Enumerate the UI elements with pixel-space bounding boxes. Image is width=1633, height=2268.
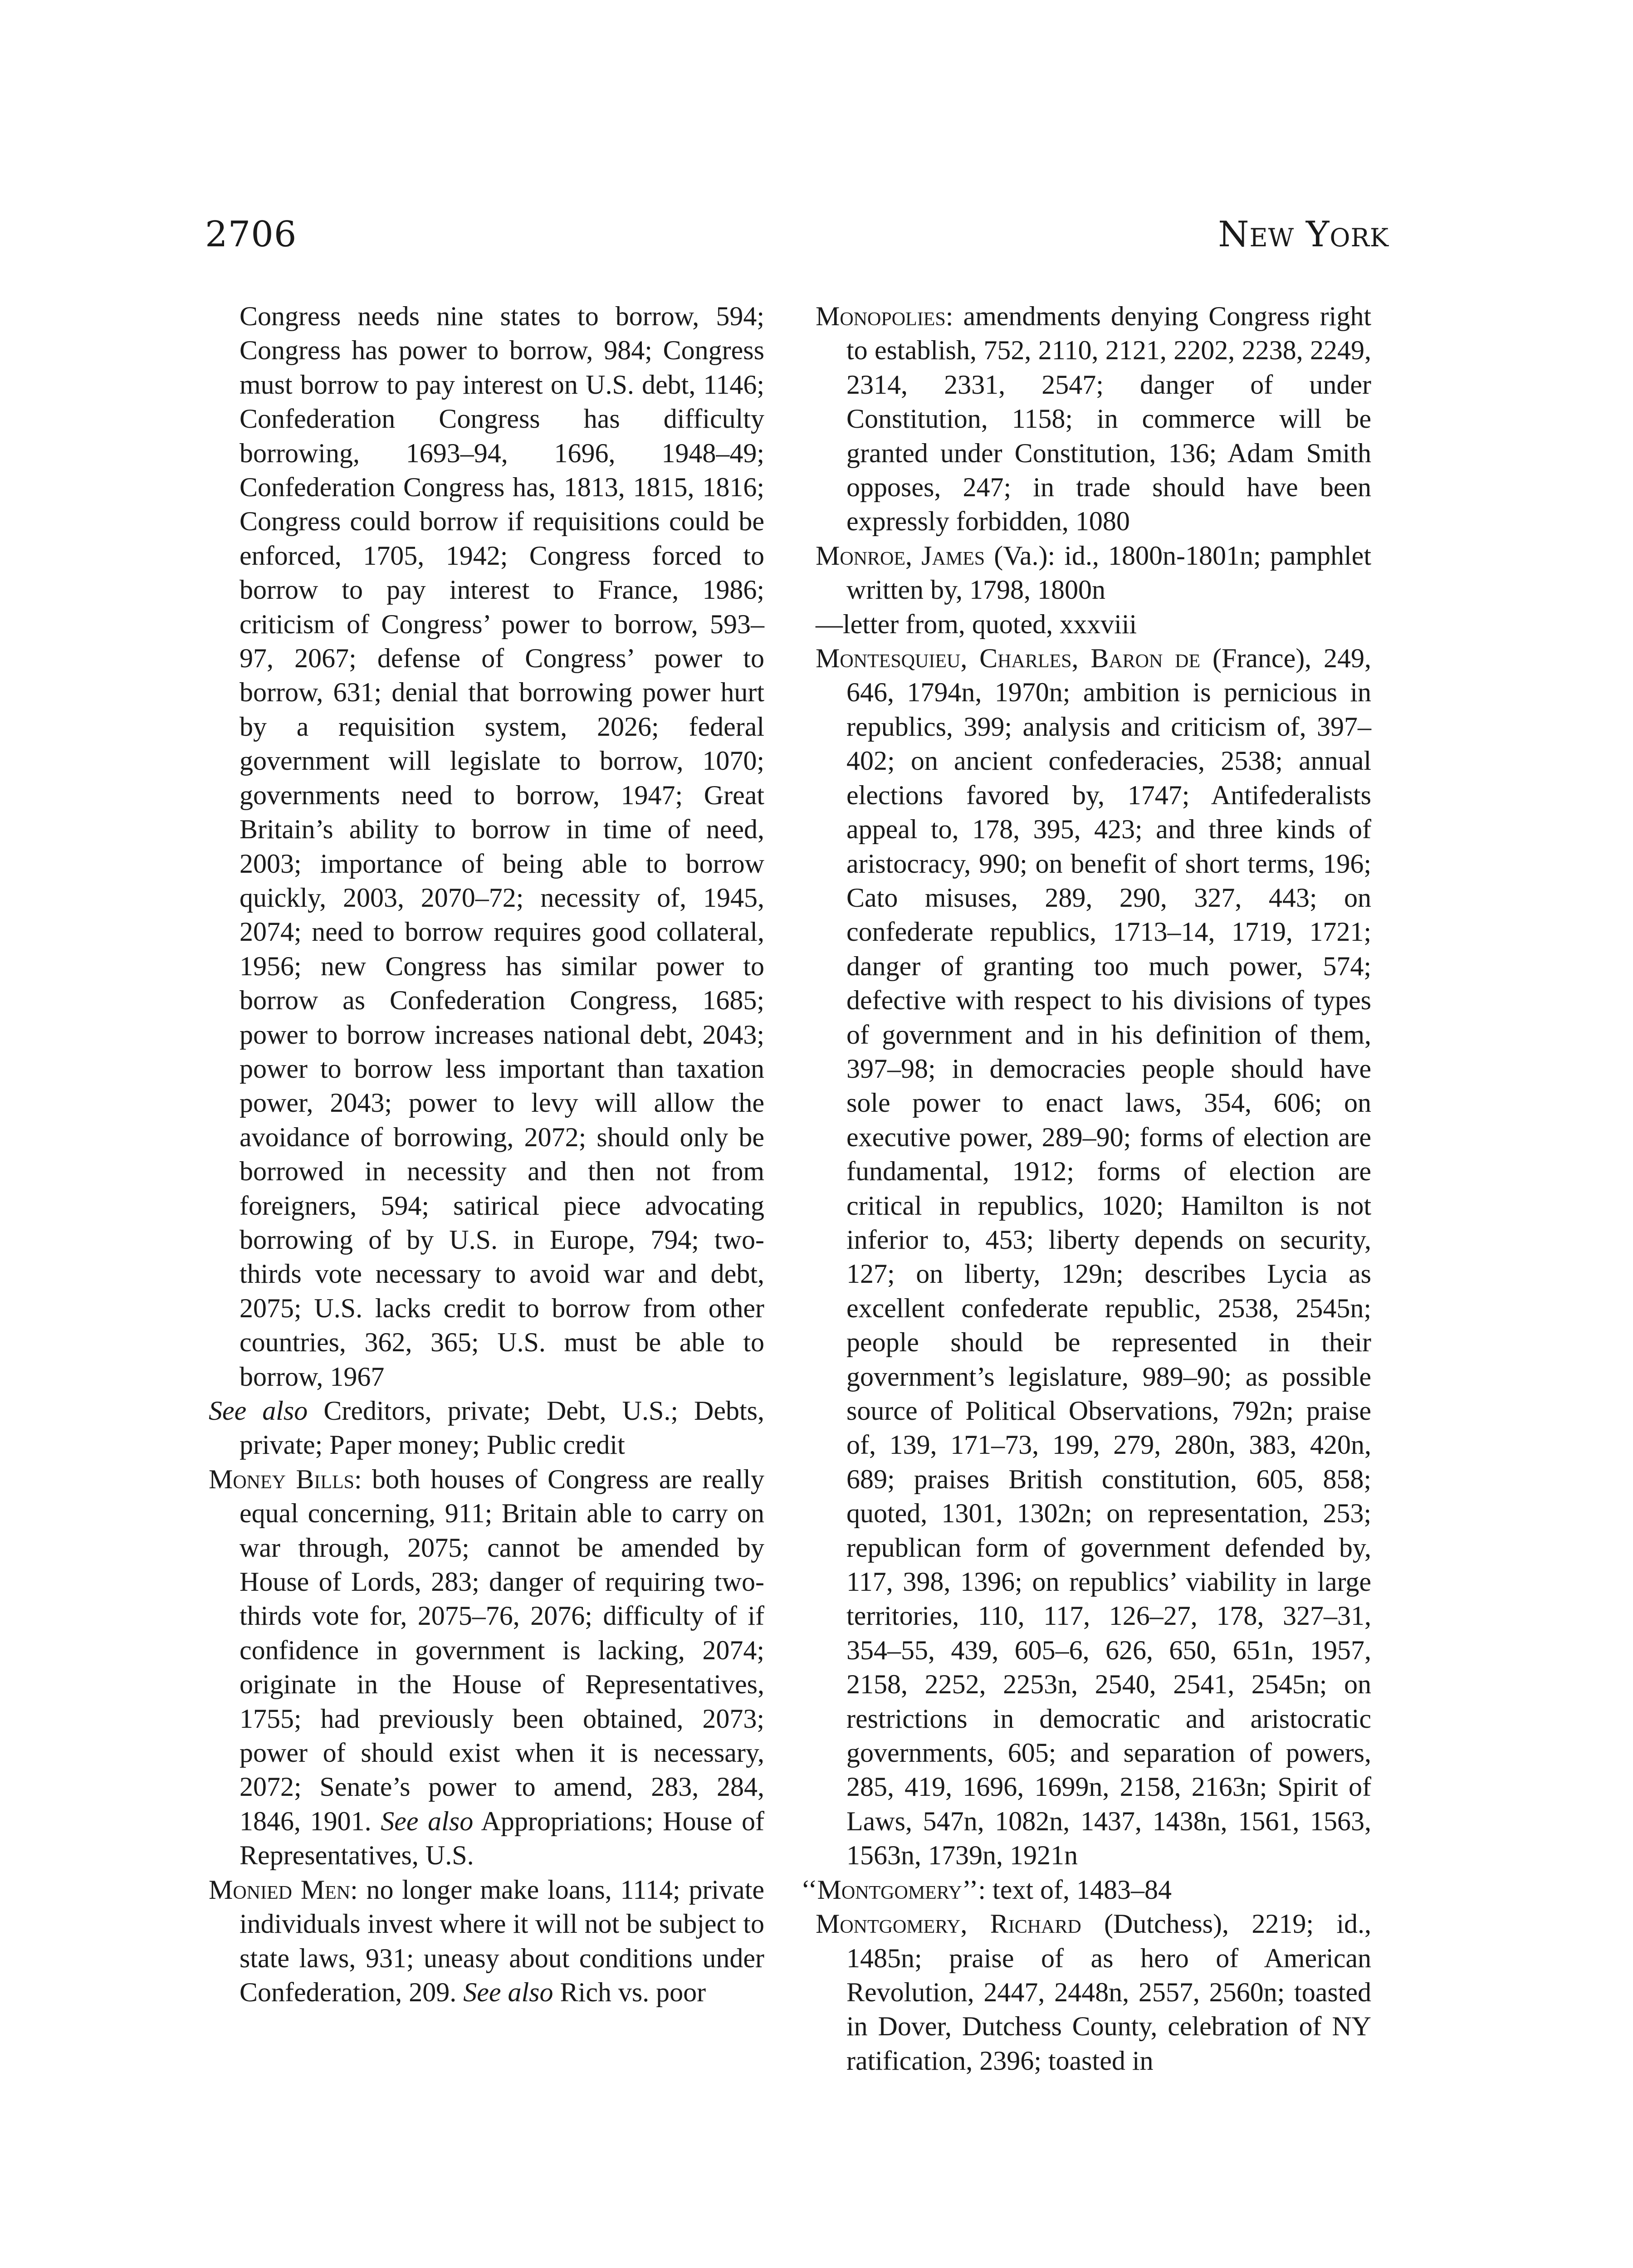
entry-text: : both houses of Congress are really equal concerning, 911; Britain able to carry on war through, 2075; cannot be amended by House of Lords, 283; danger of requiring two-thirds vote for, 2075–76, 2076; difficulty of if confidence in government is lacking, 2074; originate in the House of Representatives, 1755; had previously been obtained, 2073; power of should exist when it is necessary, 2072; Senate’s power to amend, 283, 284, 1846, 1901. xyxy=(240,1464,764,1836)
borrowing-continuation: Congress needs nine states to borrow, 594; Congress has power to borrow, 984; Congress must borrow to pay interest on U.S. debt, 1146; Confederation Congress has difficulty borrowing, 1693–94, 1696, 1948–49; Confederation Congress has, 1813, 1815, 1816; Congress could borrow if requisitions could be enforced, 1705, 1942; Congress forced to borrow to pay interest to France, 1986; criticism of Congress’ power to borrow, 593–97, 2067; defense of Congress’ power to borrow, 631; denial that borrowing power hurt by a requisition system, 2026; federal government will legislate to borrow, 1070; governments need to borrow, 1947; Great Britain’s ability to borrow in time of need, 2003; importance of being able to borrow quickly, 2003, 2070–72; necessity of, 1945, 2074; need to borrow requires good collateral, 1956; new Congress has similar power to borrow as Confederation Congress, 1685; power to borrow increases national debt, 2043; power to borrow less important than taxation power, 2043; power to levy will allow the avoidance of borrowing, 2072; should only be borrowed in necessity and then not from foreigners, 594; satirical piece advocating borrowing of by U.S. in Europe, 794; two-thirds vote necessary to avoid war and debt, 2075; U.S. lacks credit to borrow from other countries, 362, 365; U.S. must be able to borrow, 1967 xyxy=(240,301,764,1392)
entry-heading: Monroe, James xyxy=(816,540,985,571)
see-also-text: Appropriations; House of Representatives, U.S. xyxy=(240,1806,765,1871)
see-also-label: See also xyxy=(463,1977,553,2007)
entry-text: : amendments denying Congress right to establish, 752, 2110, 2121, 2202, 2238, 2249, 2314, 2331, 2547; danger of under Constitution, 1158; in commerce will be granted under Constitution, 136; Adam Smith opposes, 247; in trade should have been expressly forbidden, 1080 xyxy=(846,301,1371,537)
entry-heading: Montesquieu, Charles, Baron de xyxy=(816,643,1201,674)
subentry-monroe-letter: —letter from, quoted, xxxviii xyxy=(816,609,1137,639)
entry-text: (Dutchess), 2219; id., 1485n; praise of as hero of American Revolution, 2447, 2448n, 2557, 2560n; toasted in Dover, Dutchess County, celebration of NY ratification, 2396; toasted in xyxy=(846,1909,1371,2076)
entry-text: : no longer make loans, 1114; private individuals invest where it will not be subject to state laws, 931; uneasy about conditions under Confederation, 209. xyxy=(240,1874,764,2007)
entry-monopolies xyxy=(816,299,1371,539)
entry-montgomery-piece xyxy=(801,1873,1371,1907)
see-also-label: See also xyxy=(209,1396,308,1426)
entry-text: (Va.): id., 1800n-1801n; pamphlet written by, 1798, 1800n xyxy=(846,540,1371,605)
right-column xyxy=(801,299,1371,2078)
see-also-text: Rich vs. poor xyxy=(560,1977,706,2007)
entry-monied-men xyxy=(209,1873,764,2010)
left-column xyxy=(209,299,764,2009)
entry-text: : text of, 1483–84 xyxy=(978,1874,1172,1905)
entry-heading: Montgomery, Richard xyxy=(816,1909,1081,1939)
entry-heading: ‘‘Montgomery’’ xyxy=(801,1874,978,1905)
entry-money-bills xyxy=(209,1462,764,1873)
entry-heading: Monopolies xyxy=(816,301,946,331)
entry-montgomery-richard xyxy=(816,1907,1371,2078)
see-also-label: See also xyxy=(381,1806,474,1836)
entry-heading: Money Bills xyxy=(209,1464,355,1494)
page-number: 2706 xyxy=(205,214,297,255)
entry-monroe xyxy=(816,539,1371,607)
see-also-text: Creditors, private; Debt, U.S.; Debts, private; Paper money; Public credit xyxy=(240,1396,764,1460)
entry-montesquieu xyxy=(816,641,1371,1873)
see-also-borrowing xyxy=(209,1394,764,1462)
entry-heading: Monied Men xyxy=(209,1874,351,1905)
entry-text: (France), 249, 646, 1794n, 1970n; ambition is pernicious in republics, 399; analysis and criticism of, 397–402; on ancient confederacies, 2538; annual elections favored by, 1747; Antifederalists appeal to, 178, 395, 423; and three kinds of aristocracy, 990; on benefit of short terms, 196; Cato misuses, 289, 290, 327, 443; on confederate republics, 1713–14, 1719, 1721; danger of granting too much power, 574; defective with respect to his divisions of types of government and in his definition of them, 397–98; in democracies people should have sole power to enact laws, 354, 606; on executive power, 289–90; forms of election are fundamental, 1912; forms of election are critical in republics, 1020; Hamilton is not inferior to, 453; liberty depends on security, 127; on liberty, 129n; describes Lycia as excellent confederate republic, 2538, 2545n; people should be represented in their government’s legislature, 989–90; as possible source of Political Observations, 792n; praise of, 139, 171–73, 199, 279, 280n, 383, 420n, 689; praises British constitution, 605, 858; quoted, 1301, 1302n; on representation, 253; republican form of government defended by, 117, 398, 1396; on republics’ viability in large territories, 110, 117, 126–27, 178, 327–31, 354–55, 439, 605–6, 626, 650, 651n, 1957, 2158, 2252, 2253n, 2540, 2541, 2545n; on restrictions in democratic and aristocratic governments, 605; and separation of powers, 285, 419, 1696, 1699n, 2158, 2163n; Spirit of Laws, 547n, 1082n, 1437, 1438n, 1561, 1563, 1563n, 1739n, 1921n xyxy=(846,643,1371,1871)
running-head: New York xyxy=(1218,214,1389,255)
